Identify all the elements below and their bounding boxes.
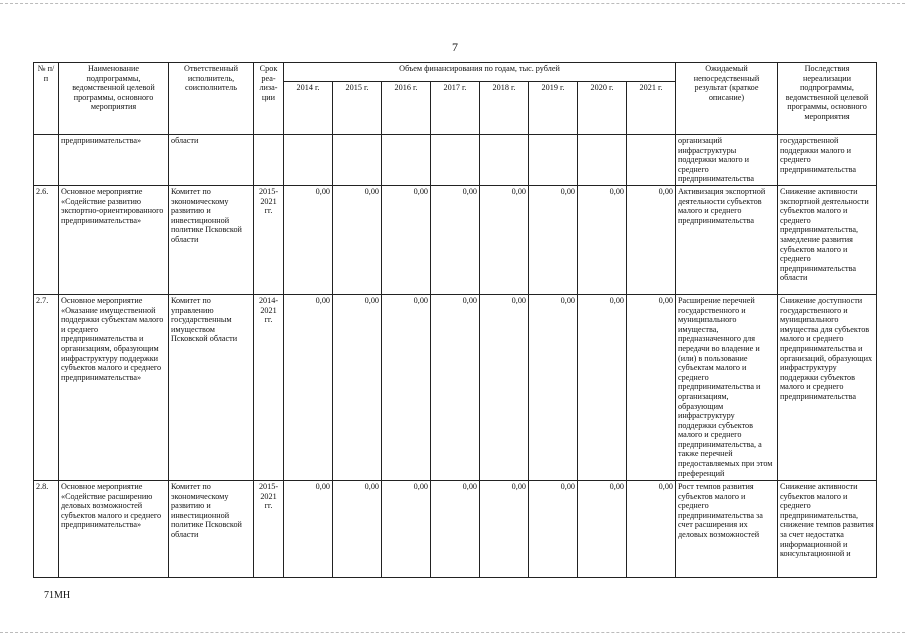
cell-value: 0,00	[480, 294, 529, 480]
cell-value: 0,00	[627, 294, 676, 480]
table-row	[34, 185, 877, 294]
header-financing: Объем финансирования по годам, тыс. рублей	[284, 63, 676, 82]
table-row	[34, 294, 877, 480]
cell-value: 0,00	[529, 294, 578, 480]
cell-value: 0,00	[529, 185, 578, 294]
cell-consequences: Снижение доступности государственного и муниципального имущества для субъектов малого и среднего предпринимательства и организаций, образующих инфраструктуру поддержки субъектов малого и среднего предпринимательства	[778, 294, 877, 480]
cell-value: 0,00	[431, 185, 480, 294]
cell-name: Основное мероприятие «Оказание имущественной поддержки субъектам малого и среднего предпринимательства и организациям, образующим инфраструктуру поддержки субъектов малого и среднего предпринимательства»	[59, 294, 169, 480]
cell-responsible: Комитет по управлению государственным имуществом Псковской области	[169, 294, 254, 480]
cell-value: 0,00	[480, 480, 529, 577]
cell-consequences: Снижение активности экспортной деятельности субъектов малого и среднего предпринимательства, замедление развития субъектов малого и среднего предпринимательства области	[778, 185, 877, 294]
cell-term: 2015-2021 гг.	[254, 185, 284, 294]
header-year: 2021 г.	[627, 82, 676, 135]
cell-value: 0,00	[480, 185, 529, 294]
cell-value: 0,00	[578, 480, 627, 577]
cell-value: 0,00	[578, 185, 627, 294]
cell-consequences: государственной поддержки малого и среднего предпринимательства	[778, 135, 877, 186]
cell-name: Основное мероприятие «Содействие расширению деловых возможностей субъектов малого и среднего предпринимательства»	[59, 480, 169, 577]
cell-value: 0,00	[431, 480, 480, 577]
cell-num: 2.8.	[34, 480, 59, 577]
cell-value: 0,00	[627, 185, 676, 294]
footer-code: 71МН	[44, 590, 71, 601]
cell-value: 0,00	[284, 185, 333, 294]
table-row-continuation	[34, 135, 877, 186]
header-consequences: Последствия нереализации подпрограммы, ведомственной целевой программы, основного мероприятия	[778, 63, 877, 135]
cell-value: 0,00	[529, 480, 578, 577]
cell-value: 0,00	[333, 185, 382, 294]
cell-value: 0,00	[382, 294, 431, 480]
header-year: 2015 г.	[333, 82, 382, 135]
cell-expected: Расширение перечней государственного и муниципального имущества, предназначенного для передачи во владение и (или) в пользование субъектам малого и среднего предпринимательства и организациям, образующим инфраструктуру поддержки субъектов малого и среднего предпринимательства, а также перечней предоставляемых при этом преференций	[676, 294, 778, 480]
cell-value: 0,00	[382, 185, 431, 294]
cell-value: 0,00	[578, 294, 627, 480]
cell-name: Основное мероприятие «Содействие развитию экспортно-ориентированного предпринимательства»	[59, 185, 169, 294]
scan-top-edge	[0, 3, 905, 5]
table-row	[34, 480, 877, 577]
header-year: 2016 г.	[382, 82, 431, 135]
cell-consequences: Снижение активности субъектов малого и среднего предпринимательства, снижение темпов развития за счет недостатка информационной и консультационной и	[778, 480, 877, 577]
header-year: 2020 г.	[578, 82, 627, 135]
header-name: Наименование подпрограммы, ведомственной целевой программы, основного мероприятия	[59, 63, 169, 135]
cell-responsible: Комитет по экономическому развитию и инвестиционной политике Псковской области	[169, 480, 254, 577]
cell-value: 0,00	[284, 294, 333, 480]
page-number: 7	[452, 40, 458, 54]
header-num: № п/п	[34, 63, 59, 135]
header-expected: Ожидаемый непосредственный результат (краткое описание)	[676, 63, 778, 135]
header-responsible: Ответственный исполнитель, соисполнитель	[169, 63, 254, 135]
cell-value: 0,00	[382, 480, 431, 577]
cell-expected: организаций инфраструктуры поддержки малого и среднего предпринимательства	[676, 135, 778, 186]
cell-value: 0,00	[431, 294, 480, 480]
cell-value: 0,00	[284, 480, 333, 577]
financing-table	[33, 62, 877, 578]
scan-bottom-edge	[0, 632, 905, 634]
header-year: 2014 г.	[284, 82, 333, 135]
cell-term: 2015-2021 гг.	[254, 480, 284, 577]
header-year: 2017 г.	[431, 82, 480, 135]
cell-value: 0,00	[333, 480, 382, 577]
cell-term: 2014-2021 гг.	[254, 294, 284, 480]
cell-responsible: области	[169, 135, 254, 186]
cell-value: 0,00	[333, 294, 382, 480]
cell-num: 2.7.	[34, 294, 59, 480]
cell-expected: Рост темпов развития субъектов малого и среднего предпринимательства за счет расширения их деловых возможностей	[676, 480, 778, 577]
cell-num: 2.6.	[34, 185, 59, 294]
header-year: 2019 г.	[529, 82, 578, 135]
header-year: 2018 г.	[480, 82, 529, 135]
cell-name: предпринимательства»	[59, 135, 169, 186]
cell-expected: Активизация экспортной деятельности субъектов малого и среднего предпринимательства	[676, 185, 778, 294]
header-term: Срок реа-лиза-ции	[254, 63, 284, 135]
cell-responsible: Комитет по экономическому развитию и инвестиционной политике Псковской области	[169, 185, 254, 294]
cell-value: 0,00	[627, 480, 676, 577]
